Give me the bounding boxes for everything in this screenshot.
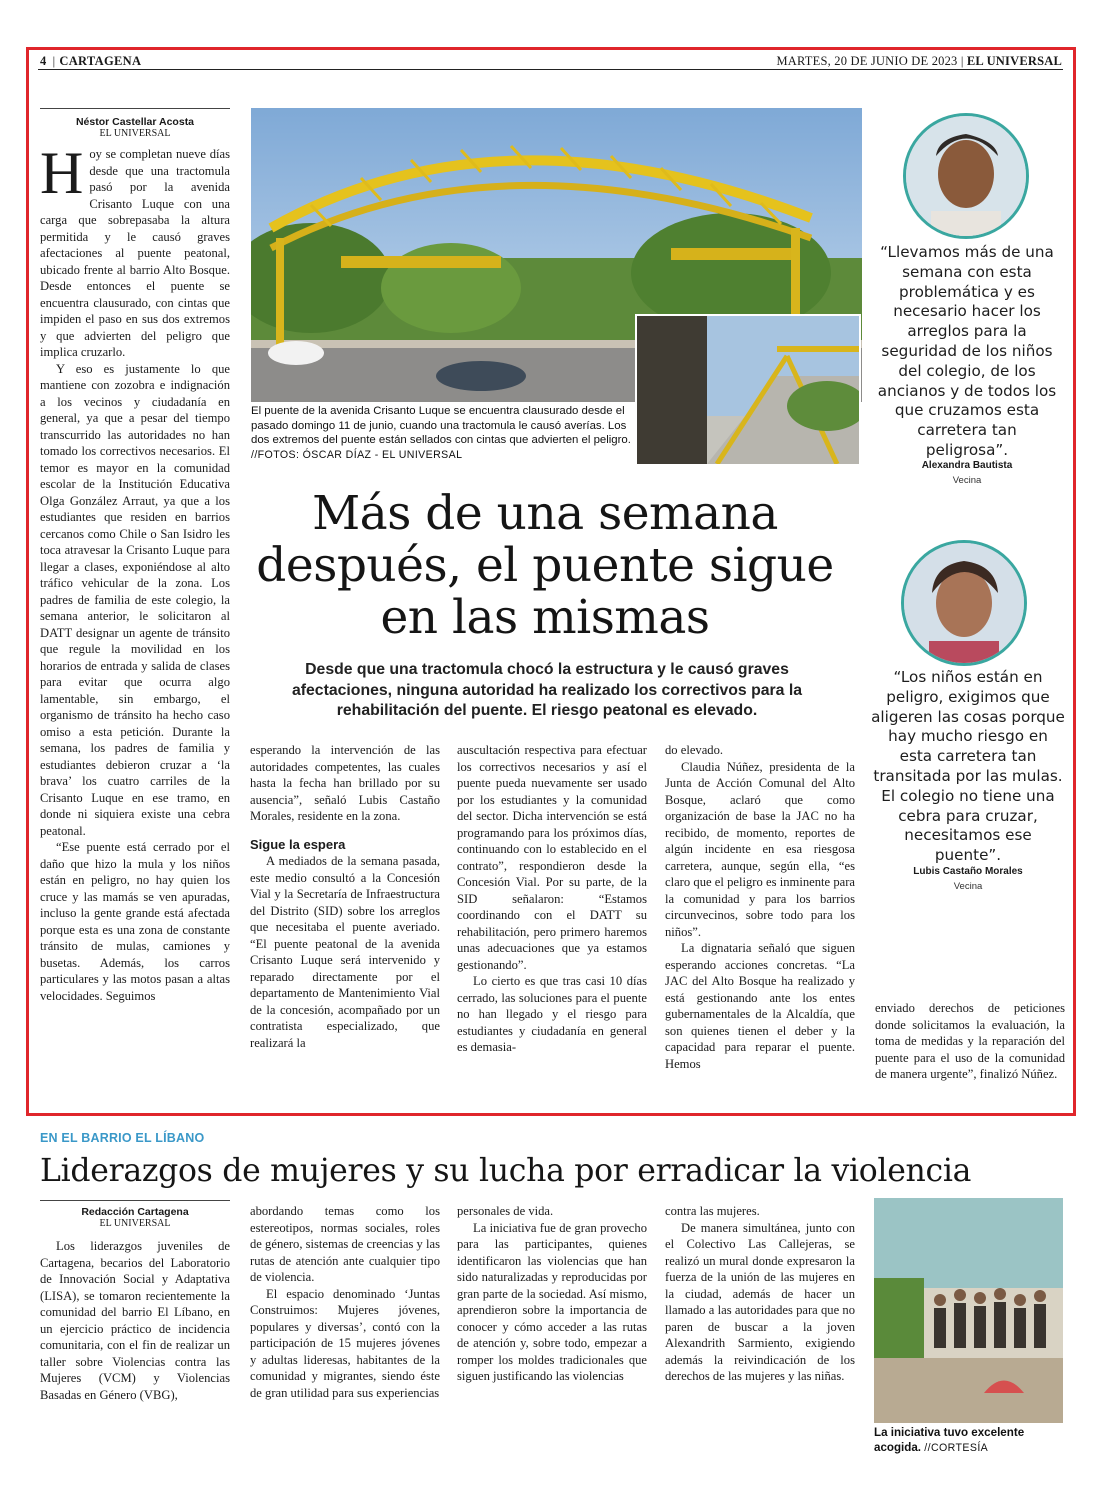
drop-cap: H: [40, 140, 84, 206]
portrait-illustration: [904, 543, 1024, 663]
byline-name: Néstor Castellar Acosta: [75, 116, 195, 128]
page-header-right: MARTES, 20 DE JUNIO DE 2023 | EL UNIVERSAL: [776, 54, 1062, 68]
issue-date: MARTES, 20 DE JUNIO DE 2023: [776, 54, 958, 68]
headline: Más de una semana después, el puente sigue en las mismas: [256, 486, 834, 645]
article-paragraph: La dignataria señaló que siguen esperando acciones concretas. “La JAC del Alto Bosque ha realizado y está gestionando ante los entes gubernamentales de la Alcaldía, que son quienes tienen el deber y la capacidad para reparar el puente. Hemos: [665, 941, 855, 1071]
byline-org: EL UNIVERSAL: [99, 128, 171, 139]
photo-caption-text: La iniciativa tuvo excelente acogida.: [874, 1426, 1025, 1454]
deck: Desde que una tractomula chocó la estructura y le causó graves afectaciones, ninguna autoridad ha realizado los correctivos para la rehabilitación del puente. El riesgo peatonal es elevado.: [291, 661, 803, 719]
byline: [40, 1206, 230, 1229]
article-paragraph: La iniciativa fue de gran provecho para las participantes, quienes identificaron las violencias que han sido naturalizadas y reproducidas por gran parte de la sociedad. Así mismo, aprendieron sobre la importancia de conocer y cómo acceder a las rutas de atención y, sobre todo, empezar a romper los moldes tradicionales que siguen justificando las violencias: [457, 1220, 647, 1383]
page-header-left: 4 | CARTAGENA: [40, 54, 142, 68]
quote-name: Lubis Castaño Morales: [913, 866, 1023, 877]
article-paragraph: Los liderazgos juveniles de Cartagena, becarios del Laboratorio de Innovación Social y Adaptativa (LISA), se tomaron recientemente la comunidad del barrio El Líbano, en un ejercicio práctico de incidencia comunitaria, con el fin de realizar un taller sobre Violencias contra las Mujeres (VCM) y Violencias Basadas en Género (VBG),: [40, 1239, 230, 1402]
article-paragraph: “Ese puente está cerrado por el daño que hizo la mula y los niños están en peligro, no hay quien los cruce y las mamás se ven apuradas, incluso la gente grande está afectada porque esta es una zona de constante tránsito de mulas, camiones y busetas. Además, los carros particulares y las motos pasan a altas velocidades. Seguimos: [40, 840, 230, 1003]
photo-credit: //CORTESÍA: [924, 1441, 989, 1454]
article-column-5: [875, 1000, 1065, 1083]
article-paragraph: Y eso es justamente lo que mantiene con zozobra e indignación a los vecinos y ciudadanía en general, ya que a pesar del tiempo transcurrido las autoridades no han tomado los correctivos necesarios. El temor es mayor en la comunidad escolar de la Institución Educativa Olga González Arraut, ya que a los estudiantes que residen en barrios cercanos como Chile o San Isidro les toca atravesar la Crisanto Luque para llegar a clases, exponiéndose al alto tráfico vehicular de la zona. Los padres de familia de este colegio, la semana anterior, le solicitaron al DATT designar un agente de tránsito que regule la movilidad en los horarios de entrada y salida de clases para evitar que ocurra algo lamentable, sin embargo, el organismo de tránsito ha hecho caso omiso a esta petición. Durante la semana, los padres de familia y estudiantes debieron cruzar a ‘la brava’ los cuatro carriles de la Crisanto Luque en ese tramo, en donde ni siquiera existe una cebra peatonal.: [40, 361, 230, 838]
pull-quote-text: “Los niños están en peligro, exigimos que aligeren las cosas porque hay mucho riesgo en esta carretera tan transitada por las mulas. El colegio no tiene una cebra para cruzar, necesitamos ese puente”.: [871, 668, 1065, 865]
avatar: [901, 540, 1027, 666]
quote-role: Vecina: [953, 881, 983, 892]
header-rule: [38, 69, 1063, 70]
byline-rule: [40, 108, 230, 109]
portrait-illustration: [906, 116, 1026, 236]
article-column-3: [457, 742, 647, 1056]
workshop-photo: [874, 1198, 1063, 1423]
photo-credit: //FOTOS: ÓSCAR DÍAZ - EL UNIVERSAL: [251, 448, 463, 461]
byline: [40, 116, 230, 139]
quote-role: Vecina: [952, 475, 982, 486]
workshop-photo-illustration: [874, 1198, 1063, 1423]
pull-quote-text: “Llevamos más de una semana con esta problemática y es necesario hacer los arreglos para la seguridad de los niños del colegio, de los ancianos y de todos los que cruzamos esta carretera tan peligrosa”.: [877, 243, 1057, 459]
article-column-2: [250, 742, 440, 1051]
article-paragraph: El espacio denominado ‘Juntas Construimos: Mujeres jóvenes, populares y diversas’, contó con la participación de 15 mujeres jóvenes y adultas lideresas, habitantes de la comunidad y migrantes, siendo éste de gran utilidad para sus experiencias: [250, 1286, 440, 1400]
byline-org: EL UNIVERSAL: [99, 1218, 171, 1229]
section-tag: EN EL BARRIO EL LÍBANO: [40, 1131, 205, 1145]
article-column-4: [665, 742, 855, 1072]
headline: Liderazgos de mujeres y su lucha por erradicar la violencia: [40, 1153, 972, 1189]
article-paragraph: Hoy se completan nueve días desde que una tractomula pasó por la avenida Crisanto Luque con una carga que sobrepasaba la altura permitida y le causó graves afectaciones al puente peatonal, ubicado frente al barrio Alto Bosque. Desde entonces el puente se encuentra clausurado, con cintas que impiden el paso en sus dos extremos y que advierten del peligro que implica cruzarlo.: [40, 140, 230, 359]
article-paragraph: A mediados de la semana pasada, este medio consultó a la Concesión Vial y la Secretaría de Infraestructura del Distrito (SID) sobre los arreglos que necesitaba el puente averiado. “El puente peatonal de la avenida Crisanto Luque será intervenido y reparado directamente por el departamento de Mantenimiento Vial de la concesión, acompañado por un contratista especializado, que realizará la: [250, 854, 440, 1050]
article-paragraph: contra las mujeres.: [665, 1204, 760, 1218]
photo-caption-text: El puente de la avenida Crisanto Luque se encuentra clausurado desde el pasado domingo 11 de junio, cuando una tractomula le causó averías. Los dos extremos del puente están sellados con cintas que advierten el peligro.: [251, 405, 631, 446]
article-column-1: [40, 140, 230, 1004]
byline-name: Redacción Cartagena: [81, 1206, 189, 1218]
article-paragraph: Claudia Núñez, presidenta de la Junta de Acción Comunal del Alto Bosque, aclaró que como organización de base la JAC no ha recibido, de momento, reportes de algún incidente en esa riesgosa carretera, aunque, según ella, “es claro que el peligro es inminente para la comunidad y para los barrios circunvecinos, sobre todo para los niños”.: [665, 759, 855, 939]
subhead: Sigue la espera: [250, 836, 346, 852]
article-paragraph: do elevado.: [665, 743, 724, 757]
photo-caption: [874, 1426, 1063, 1455]
photo-caption: [251, 404, 631, 462]
quote-name: Alexandra Bautista: [921, 460, 1013, 471]
article-paragraph: auscultación respectiva para efectuar los correctivos necesarios y así el puente pueda nuevamente ser usado por los estudiantes y la comunidad del sector. Dicha intervención se está programando para los próximos días, continuando con lo establecido en el contrato”, respondieron desde la Concesión Vial. Por su parte, de la SID señalaron: “Estamos coordinando con el DATT su rehabilitación, pero primero haremos unas adecuaciones que ya estamos gestionando”.: [457, 743, 647, 972]
article-column-4: [665, 1203, 855, 1385]
bridge-inset-photo: [635, 314, 861, 466]
article-paragraph: De manera simultánea, junto con el Colectivo Las Callejeras, se realizó un mural donde expresaron la fuerza de la unión de las mujeres en la ciudad, además de hacer un llamado a las autoridades para que no paren de buscar a la joven Alexandrith Sarmiento, exigiendo además la reivindicación de los derechos de las mujeres y las niñas.: [665, 1220, 855, 1383]
bridge-inset-illustration: [637, 316, 859, 464]
article-paragraph: esperando la intervención de las autoridades competentes, las cuales hasta la fecha han brillado por su ausencia”, señaló Lubis Castaño Morales, residente en la zona.: [250, 743, 440, 823]
article-paragraph: abordando temas como los estereotipos, normas sociales, roles de género, sistemas de creencias y las rutas de atención ante cualquier tipo de violencia.: [250, 1204, 440, 1284]
byline-rule: [40, 1200, 230, 1201]
article-column-2: [250, 1203, 440, 1401]
article-column-3: [457, 1203, 647, 1385]
article-paragraph: Lo cierto es que tras casi 10 días cerrado, las soluciones para el puente no han llegado y el riesgo para estudiantes y ciudadanía en general es demasia-: [457, 974, 647, 1054]
section-name: CARTAGENA: [59, 54, 142, 68]
newspaper-brand: EL UNIVERSAL: [966, 54, 1062, 68]
avatar: [903, 113, 1029, 239]
article-paragraph: enviado derechos de peticiones donde solicitamos la evaluación, la toma de medidas y la reparación del puente para el uso de la comunidad de manera urgente”, finalizó Núñez.: [875, 1001, 1065, 1081]
article-column-1: [40, 1238, 230, 1403]
article-paragraph: personales de vida.: [457, 1204, 554, 1218]
page-number: 4: [40, 54, 47, 68]
